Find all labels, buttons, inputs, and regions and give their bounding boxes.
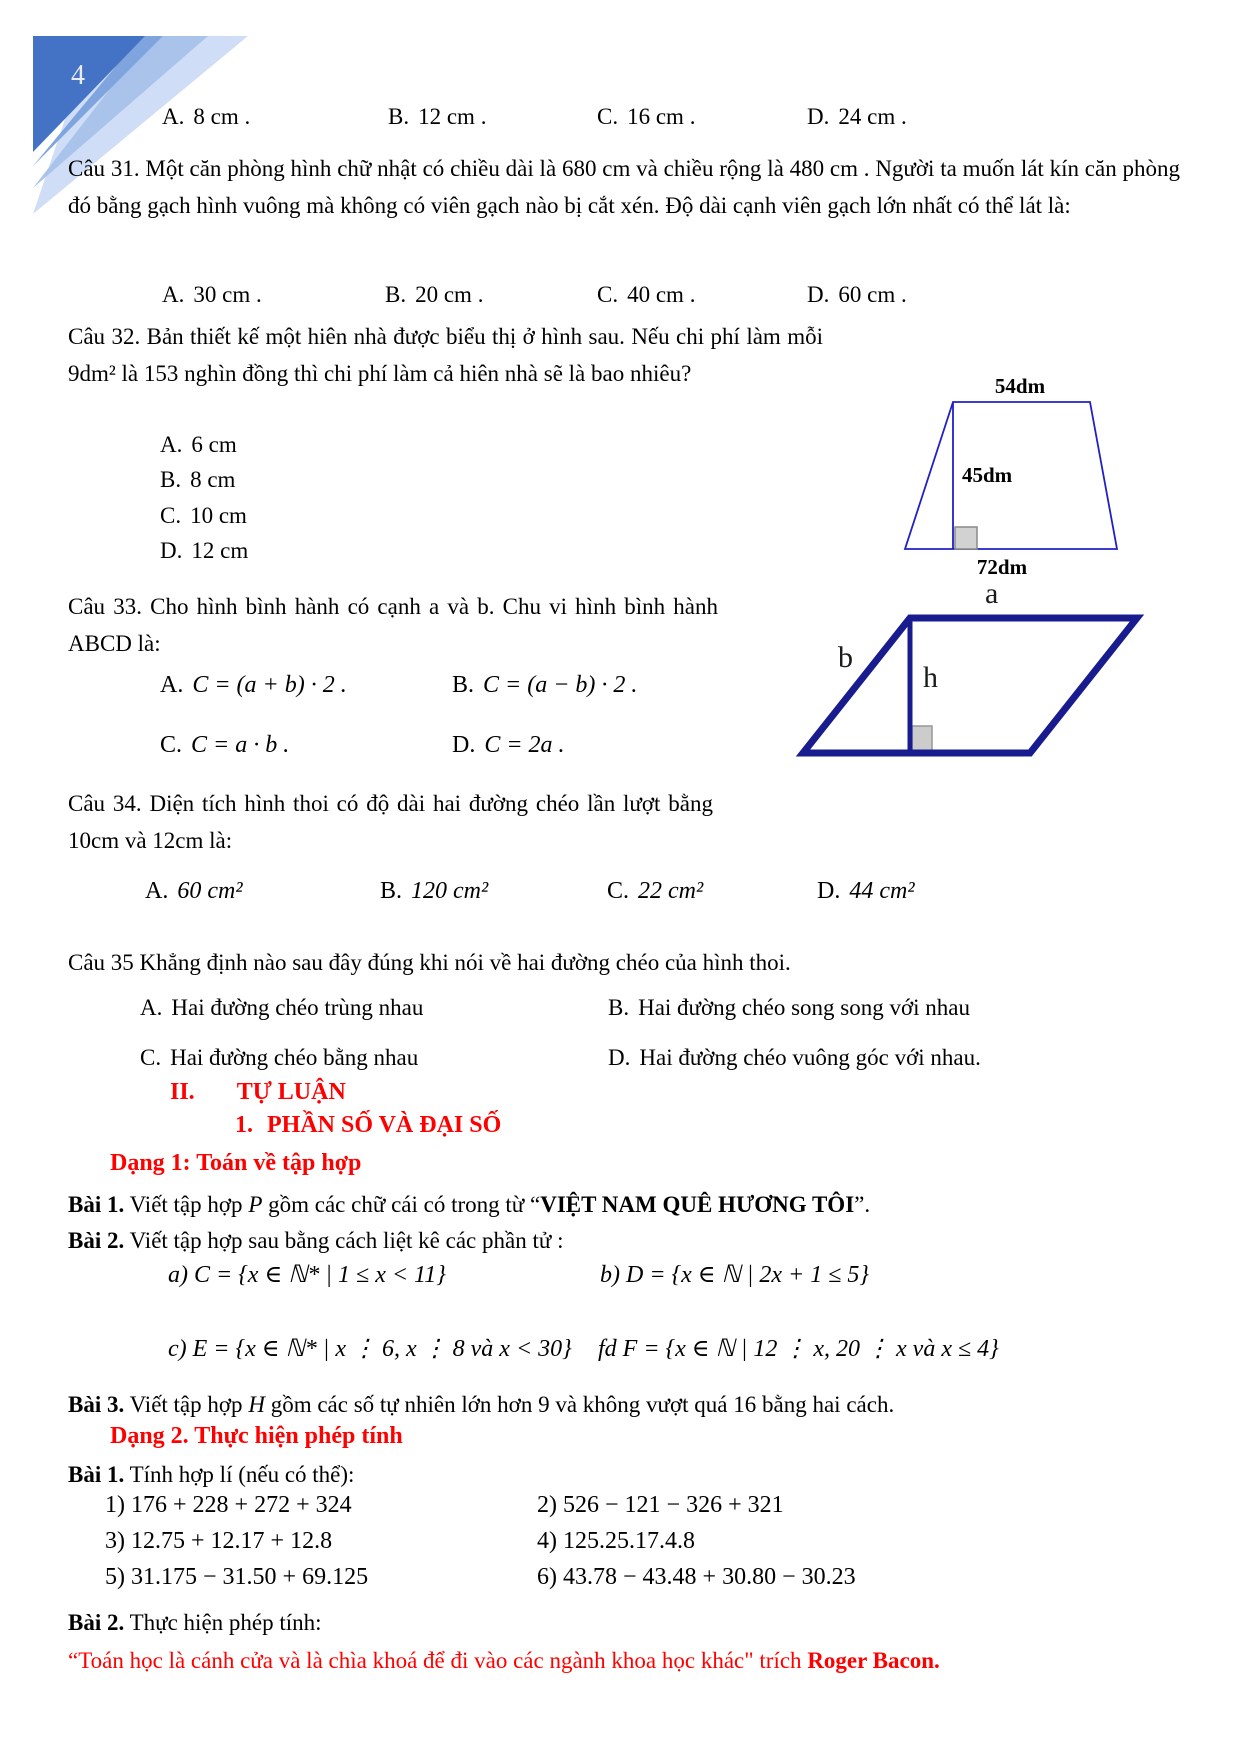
- parallelogram-outline: [803, 618, 1137, 753]
- question-32-option-b: B. 8 cm: [160, 467, 236, 492]
- set-formula-d: b) D = {x ∈ ℕ | 2x + 1 ≤ 5}: [600, 1262, 869, 1288]
- option-a: A. 30 cm .: [162, 282, 262, 307]
- quoted-phrase: VIỆT NAM QUÊ HƯƠNG TÔI: [540, 1192, 855, 1217]
- option-d: D. Hai đường chéo vuông góc với nhau.: [608, 1045, 981, 1070]
- trapezoid-top-label: 54dm: [994, 374, 1046, 398]
- option-b: B. C = (a − b) · 2 .: [452, 672, 638, 698]
- set-formula-c: a) C = {x ∈ ℕ* | 1 ≤ x < 11}: [168, 1262, 446, 1288]
- option-b: B. 120 cm²: [380, 878, 489, 904]
- question-31-options: [0, 282, 1241, 318]
- set-formula-e: c) E = {x ∈ ℕ* | x ⋮ 6, x ⋮ 8 và x < 30}: [168, 1336, 572, 1362]
- option-d: D. 60 cm .: [807, 282, 907, 307]
- calc-item-3: 3) 12.75 + 12.17 + 12.8: [105, 1528, 333, 1554]
- bai-2-label: Bài 2.: [68, 1228, 125, 1253]
- set-variable-h: H: [248, 1392, 265, 1417]
- bai-2-items-row-1: [0, 1260, 1241, 1296]
- trapezoid-figure: [820, 360, 1140, 582]
- bai-3-label: Bài 3.: [68, 1392, 125, 1417]
- footer-quote: “Toán học là cánh cửa và là chìa khoá để đi vào các ngành khoa học khác" trích Roger Bacon.: [68, 1648, 940, 1673]
- calc-item-2: 2) 526 − 121 − 326 + 321: [537, 1492, 784, 1518]
- parallelogram-figure: [780, 580, 1180, 765]
- subsection-number: 1.: [235, 1112, 253, 1138]
- quote-author: Roger Bacon.: [807, 1648, 940, 1673]
- bai-2-items-row-2: [0, 1334, 1241, 1370]
- calc-row-2: [0, 1528, 1241, 1564]
- option-b: B. 12 cm .: [388, 104, 487, 129]
- option-b: B. Hai đường chéo song song với nhau: [608, 995, 971, 1020]
- bai-2b-text: Bài 2. Thực hiện phép tính:: [68, 1610, 322, 1635]
- option-a: A. 8 cm .: [162, 104, 251, 129]
- question-34-text: Câu 34. Diện tích hình thoi có độ dài hai đường chéo lần lượt bằng 10cm và 12cm là:: [68, 791, 713, 853]
- option-c: C. 16 cm .: [597, 104, 696, 129]
- bai-1-text: Bài 1. Viết tập hợp P gồm các chữ cái có trong từ “VIỆT NAM QUÊ HƯƠNG TÔI”.: [68, 1192, 871, 1217]
- right-angle-marker: [955, 527, 977, 549]
- calc-item-4: 4) 125.25.17.4.8: [537, 1528, 695, 1554]
- calc-item-1: 1) 176 + 228 + 272 + 324: [105, 1492, 352, 1518]
- option-c: C. C = a · b .: [160, 732, 290, 758]
- option-c: C. Hai đường chéo bằng nhau: [140, 1045, 419, 1070]
- subsection-title: PHẦN SỐ VÀ ĐẠI SỐ: [267, 1112, 502, 1138]
- parallelogram-side-a-label: a: [985, 580, 999, 610]
- question-32-option-c: C. 10 cm: [160, 503, 247, 528]
- set-formula-f: fd F = {x ∈ ℕ | 12 ⋮ x, 20 ⋮ x và x ≤ 4}: [598, 1336, 999, 1362]
- dang-1-heading: Dạng 1: Toán về tập hợp: [110, 1150, 362, 1176]
- trapezoid-height-label: 45dm: [962, 463, 1013, 487]
- question-35-options-row-2: [0, 1045, 1241, 1081]
- bai-1b-text: Bài 1. Tính hợp lí (nếu có thể):: [68, 1462, 355, 1487]
- calc-row-1: [0, 1492, 1241, 1528]
- trapezoid-bottom-label: 72dm: [976, 555, 1028, 579]
- dang-2-heading: Dạng 2. Thực hiện phép tính: [110, 1423, 403, 1449]
- bai-1-label: Bài 1.: [68, 1192, 125, 1217]
- parallelogram-side-b-label: b: [838, 641, 853, 674]
- calc-row-3: [0, 1564, 1241, 1600]
- bai-2b-label: Bài 2.: [68, 1610, 125, 1635]
- option-a: A. Hai đường chéo trùng nhau: [140, 995, 424, 1020]
- options-row-prev: [0, 104, 1241, 140]
- option-a: A. C = (a + b) · 2 .: [160, 672, 347, 698]
- option-d: D. 24 cm .: [807, 104, 907, 129]
- option-d: D. 44 cm²: [817, 878, 915, 904]
- option-c: C. 40 cm .: [597, 282, 696, 307]
- section-2-numeral: II.: [170, 1079, 195, 1105]
- parallelogram-height-label: h: [923, 661, 938, 694]
- question-32-option-d: D. 12 cm: [160, 538, 249, 563]
- question-31-text: Câu 31. Một căn phòng hình chữ nhật có chiều dài là 680 cm và chiều rộng là 480 cm . Người ta muốn lát kín căn phòng đó bằng gạch hình vuông mà không có viên gạch nào bị cắt xén. Độ dài cạnh viên gạch lớn nhất có thể lát là:: [68, 156, 1180, 218]
- set-variable-p: P: [248, 1192, 263, 1217]
- section-2-subheading: [235, 1112, 501, 1139]
- question-34-options: [0, 878, 1241, 914]
- calc-item-5: 5) 31.175 − 31.50 + 69.125: [105, 1564, 369, 1590]
- section-2-heading: [170, 1079, 346, 1106]
- question-35-text: Câu 35 Khẳng định nào sau đây đúng khi nói về hai đường chéo của hình thoi.: [68, 950, 791, 975]
- question-35-options-row-1: [0, 995, 1241, 1031]
- bai-2-text: Bài 2. Viết tập hợp sau bằng cách liệt kê các phần tử :: [68, 1228, 564, 1253]
- option-c: C. 22 cm²: [607, 878, 704, 904]
- page-number: 4: [71, 60, 85, 91]
- question-32-option-a: A. 6 cm: [160, 432, 237, 457]
- option-d: D. C = 2a .: [452, 732, 565, 758]
- calc-item-6: 6) 43.78 − 43.48 + 30.80 − 30.23: [537, 1564, 856, 1590]
- section-2-title: TỰ LUẬN: [236, 1079, 346, 1105]
- option-b: B. 20 cm .: [385, 282, 484, 307]
- question-33-text: Câu 33. Cho hình bình hành có cạnh a và b. Chu vi hình bình hành ABCD là:: [68, 594, 718, 656]
- bai-1b-label: Bài 1.: [68, 1462, 125, 1487]
- question-32-text: Câu 32. Bản thiết kế một hiên nhà được biểu thị ở hình sau. Nếu chi phí làm mỗi 9dm² là 153 nghìn đồng thì chi phí làm cả hiên nhà sẽ là bao nhiêu?: [68, 324, 823, 386]
- right-angle-marker: [912, 726, 932, 751]
- option-a: A. 60 cm²: [145, 878, 243, 904]
- bai-3-text: Bài 3. Viết tập hợp H gồm các số tự nhiên lớn hơn 9 và không vượt quá 16 bằng hai cách.: [68, 1392, 895, 1417]
